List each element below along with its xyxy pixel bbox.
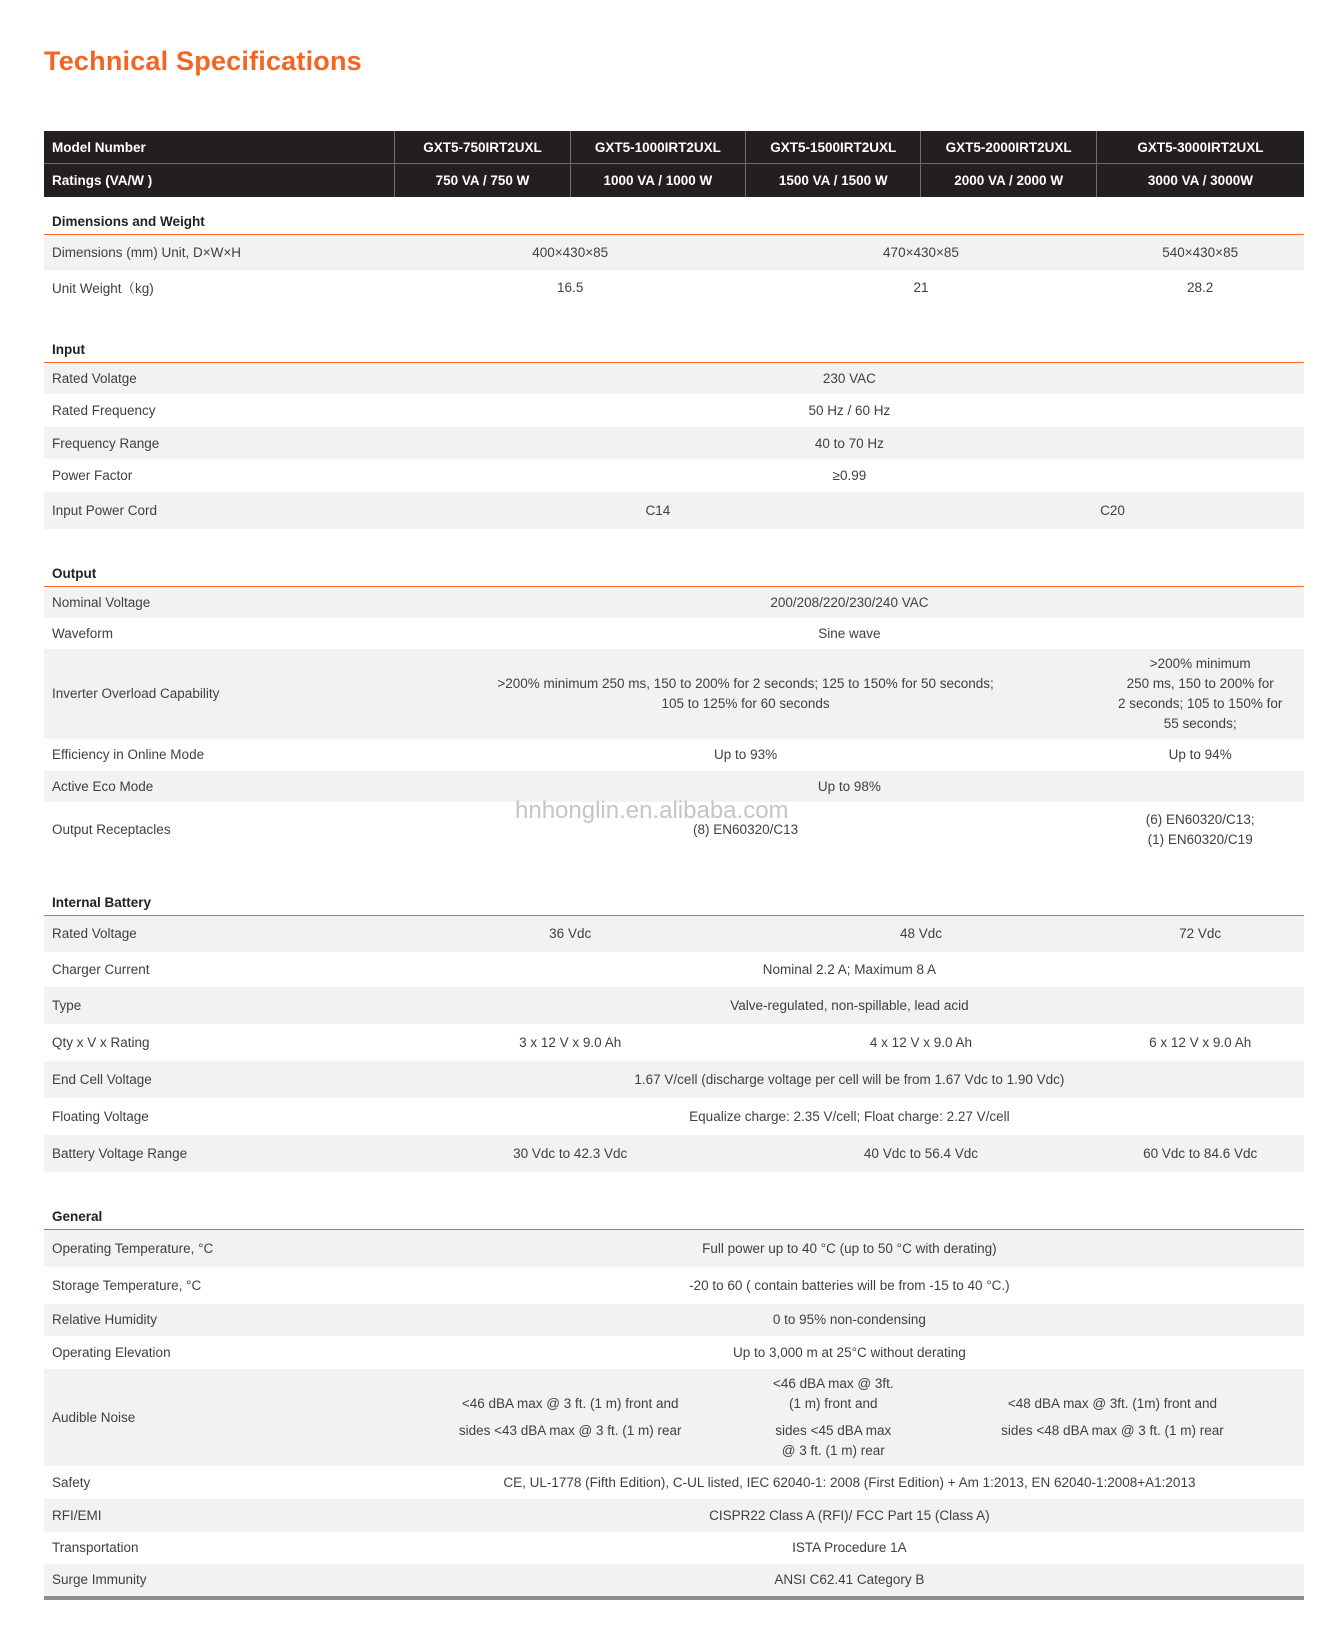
rating-value: 3000 VA / 3000W (1096, 164, 1304, 198)
table-row (44, 1135, 1304, 1172)
table-row (44, 802, 1304, 858)
section-header (44, 529, 1304, 587)
model-header: GXT5-3000IRT2UXL (1096, 131, 1304, 164)
spec-value: 30 Vdc to 42.3 Vdc (395, 1135, 746, 1172)
table-row (44, 649, 1304, 739)
spec-label: Qty x V x Rating (52, 1035, 150, 1050)
spec-value: 72 Vdc (1096, 915, 1304, 952)
rating-value: 750 VA / 750 W (395, 164, 570, 198)
table-row (44, 1230, 1304, 1267)
model-number-label: Model Number (44, 131, 395, 164)
spec-value-line: (1 m) front and (789, 1395, 878, 1411)
spec-value: 36 Vdc (395, 915, 746, 952)
spec-label: Efficiency in Online Mode (52, 747, 205, 762)
spec-label: Input Power Cord (44, 492, 395, 529)
section-title-dimensions: Dimensions and Weight (44, 197, 1304, 235)
table-row (44, 1532, 1304, 1564)
spec-value-line: <46 dBA max @ 3 ft. (1 m) front and (461, 1396, 679, 1411)
rating-value: 1500 VA / 1500 W (746, 164, 921, 198)
spec-value: C20 (921, 492, 1304, 529)
spec-label: Rated Voltage (44, 915, 395, 952)
spec-value: Up to 98% (395, 771, 1304, 802)
spec-value-line: >200% minimum 250 ms, 150 to 200% for 2 seconds; 125 to 150% for 50 seconds; (497, 675, 994, 691)
spec-value: (8) EN60320/C13 (693, 822, 799, 837)
spec-label: Battery Voltage Range (44, 1135, 395, 1172)
spec-label: Type (44, 987, 395, 1024)
spec-label: Rated Frequency (52, 403, 156, 418)
spec-label: Charger Current (52, 962, 150, 977)
table-row (44, 1336, 1304, 1369)
spec-value: CISPR22 Class A (RFI)/ FCC Part 15 (Class A) (395, 1499, 1304, 1532)
table-row (44, 1061, 1304, 1098)
spec-label: Inverter Overload Capability (44, 649, 395, 739)
table-row (44, 1564, 1304, 1598)
table-row (44, 1304, 1304, 1336)
section-header (44, 197, 1304, 235)
spec-value-line: 2 seconds; 105 to 150% for (1117, 695, 1283, 711)
spec-label: Audible Noise (44, 1369, 395, 1466)
ratings-row (44, 164, 1304, 198)
table-row (44, 952, 1304, 987)
spec-label: RFI/EMI (44, 1499, 395, 1532)
section-title-battery: Internal Battery (44, 858, 1304, 916)
ratings-label: Ratings (VA/W ) (44, 164, 395, 198)
table-row (44, 1024, 1304, 1061)
spec-label: Unit Weight（kg) (52, 281, 154, 296)
table-row (44, 739, 1304, 771)
spec-value: 230 VAC (395, 362, 1304, 394)
table-row (44, 771, 1304, 802)
model-header: GXT5-1000IRT2UXL (570, 131, 745, 164)
spec-value (395, 649, 1097, 739)
spec-label: Active Eco Mode (44, 771, 395, 802)
table-row (44, 1098, 1304, 1135)
spec-value: 1.67 V/cell (discharge voltage per cell will be from 1.67 Vdc to 1.90 Vdc) (395, 1061, 1304, 1098)
table-row (44, 1267, 1304, 1304)
spec-value (746, 1369, 921, 1466)
spec-value (395, 1369, 746, 1466)
spec-value: Up to 94% (1168, 747, 1232, 762)
spec-value (921, 1369, 1304, 1466)
spec-value: 48 Vdc (746, 915, 1097, 952)
spec-value-line: @ 3 ft. (1 m) rear (781, 1442, 885, 1458)
table-row (44, 427, 1304, 459)
section-header (44, 305, 1304, 363)
table-row (44, 987, 1304, 1024)
table-row (44, 1499, 1304, 1532)
spec-value: CE, UL-1778 (Fifth Edition), C-UL listed, IEC 62040-1: 2008 (First Edition) + Am 1:2013, EN 62040-1:2008+A1:2013 (503, 1474, 1196, 1490)
spec-value-line: sides <45 dBA max (775, 1422, 892, 1438)
spec-value: 3 x 12 V x 9.0 Ah (519, 1035, 622, 1050)
section-header (44, 1172, 1304, 1230)
spec-value: 200/208/220/230/240 VAC (395, 587, 1304, 618)
spec-value: 50 Hz / 60 Hz (808, 403, 891, 418)
spec-value-line: (1) EN60320/C19 (1147, 831, 1253, 847)
spec-label: Nominal Voltage (44, 587, 395, 618)
spec-value: 21 (913, 279, 929, 295)
spec-label: Safety (52, 1474, 91, 1490)
spec-value: Up to 3,000 m at 25°C without derating (733, 1344, 966, 1360)
table-row (44, 394, 1304, 427)
table-row (44, 915, 1304, 952)
watermark: hnhonglin.en.alibaba.com (515, 797, 789, 824)
spec-value: Sine wave (818, 625, 881, 641)
spec-label: Storage Temperature, °C (52, 1277, 202, 1293)
section-header (44, 858, 1304, 916)
spec-value-line: 55 seconds; (1163, 715, 1237, 731)
spec-label: Rated Volatge (44, 362, 395, 394)
spec-value: 60 Vdc to 84.6 Vdc (1096, 1135, 1304, 1172)
rating-value: 2000 VA / 2000 W (921, 164, 1096, 198)
spec-label: Power Factor (52, 468, 133, 483)
spec-value: 40 Vdc to 56.4 Vdc (746, 1135, 1097, 1172)
spec-value: 28.2 (1187, 279, 1214, 295)
table-row (44, 362, 1304, 394)
spec-label: Surge Immunity (44, 1564, 395, 1598)
spec-value-line: 105 to 125% for 60 seconds (661, 695, 830, 711)
rating-value: 1000 VA / 1000 W (570, 164, 745, 198)
spec-label: Relative Humidity (44, 1304, 395, 1336)
table-row (44, 1466, 1304, 1499)
model-header: GXT5-2000IRT2UXL (921, 131, 1096, 164)
spec-value: 400×430×85 (395, 235, 746, 270)
spec-value-line: <46 dBA max @ 3ft. (772, 1375, 894, 1391)
spec-value: C14 (395, 492, 921, 529)
spec-value: 470×430×85 (746, 235, 1097, 270)
section-title-input: Input (44, 305, 1304, 363)
spec-value: ≥0.99 (832, 468, 867, 483)
table-row (44, 618, 1304, 649)
table-row (44, 587, 1304, 618)
spec-value: -20 to 60 ( contain batteries will be from -15 to 40 °C.) (689, 1277, 1010, 1293)
spec-value: ISTA Procedure 1A (792, 1540, 907, 1555)
spec-label: Waveform (52, 625, 114, 641)
section-title-general: General (44, 1172, 1304, 1230)
spec-value-line: sides <43 dBA max @ 3 ft. (1 m) rear (458, 1423, 682, 1438)
spec-value: Full power up to 40 °C (up to 50 °C with derating) (395, 1230, 1304, 1267)
spec-label: Operating Temperature, °C (44, 1230, 395, 1267)
spec-value: ANSI C62.41 Category B (395, 1564, 1304, 1598)
model-header: GXT5-750IRT2UXL (395, 131, 570, 164)
table-row (44, 270, 1304, 305)
spec-value: 0 to 95% non-condensing (395, 1304, 1304, 1336)
spec-value: Up to 93% (714, 747, 778, 762)
table-row (44, 1369, 1304, 1466)
section-title-output: Output (44, 529, 1304, 587)
model-number-row (44, 131, 1304, 164)
spec-value-line: (6) EN60320/C13; (1145, 811, 1255, 827)
spec-label: End Cell Voltage (44, 1061, 395, 1098)
table-row (44, 492, 1304, 529)
spec-value: Nominal 2.2 A; Maximum 8 A (762, 962, 937, 977)
spec-label: Transportation (52, 1540, 139, 1555)
spec-value: Valve-regulated, non-spillable, lead acid (395, 987, 1304, 1024)
spec-value-line: sides <48 dBA max @ 3 ft. (1 m) rear (1001, 1423, 1224, 1438)
spec-label: Output Receptacles (52, 822, 171, 837)
spec-label: Dimensions (mm) Unit, D×W×H (44, 235, 395, 270)
spec-table (44, 131, 1304, 1600)
spec-value (1096, 802, 1304, 858)
model-header: GXT5-1500IRT2UXL (746, 131, 921, 164)
spec-value: 540×430×85 (1096, 235, 1304, 270)
spec-label: Floating Voltage (52, 1109, 149, 1124)
spec-label: Operating Elevation (52, 1344, 171, 1360)
spec-label: Frequency Range (44, 427, 395, 459)
spec-value: Equalize charge: 2.35 V/cell; Float charge: 2.27 V/cell (689, 1109, 1010, 1124)
spec-value: 6 x 12 V x 9.0 Ah (1149, 1035, 1252, 1050)
spec-value: 40 to 70 Hz (395, 427, 1304, 459)
spec-value-line: 250 ms, 150 to 200% for (1126, 675, 1274, 691)
spec-value-line: >200% minimum (1149, 655, 1251, 671)
spec-value-line: <48 dBA max @ 3ft. (1m) front and (1007, 1396, 1218, 1411)
spec-value: 4 x 12 V x 9.0 Ah (869, 1035, 972, 1050)
page-title: Technical Specifications (44, 46, 362, 76)
spec-value (1096, 649, 1304, 739)
spec-value: 16.5 (557, 279, 584, 295)
table-row (44, 235, 1304, 270)
table-row (44, 459, 1304, 492)
